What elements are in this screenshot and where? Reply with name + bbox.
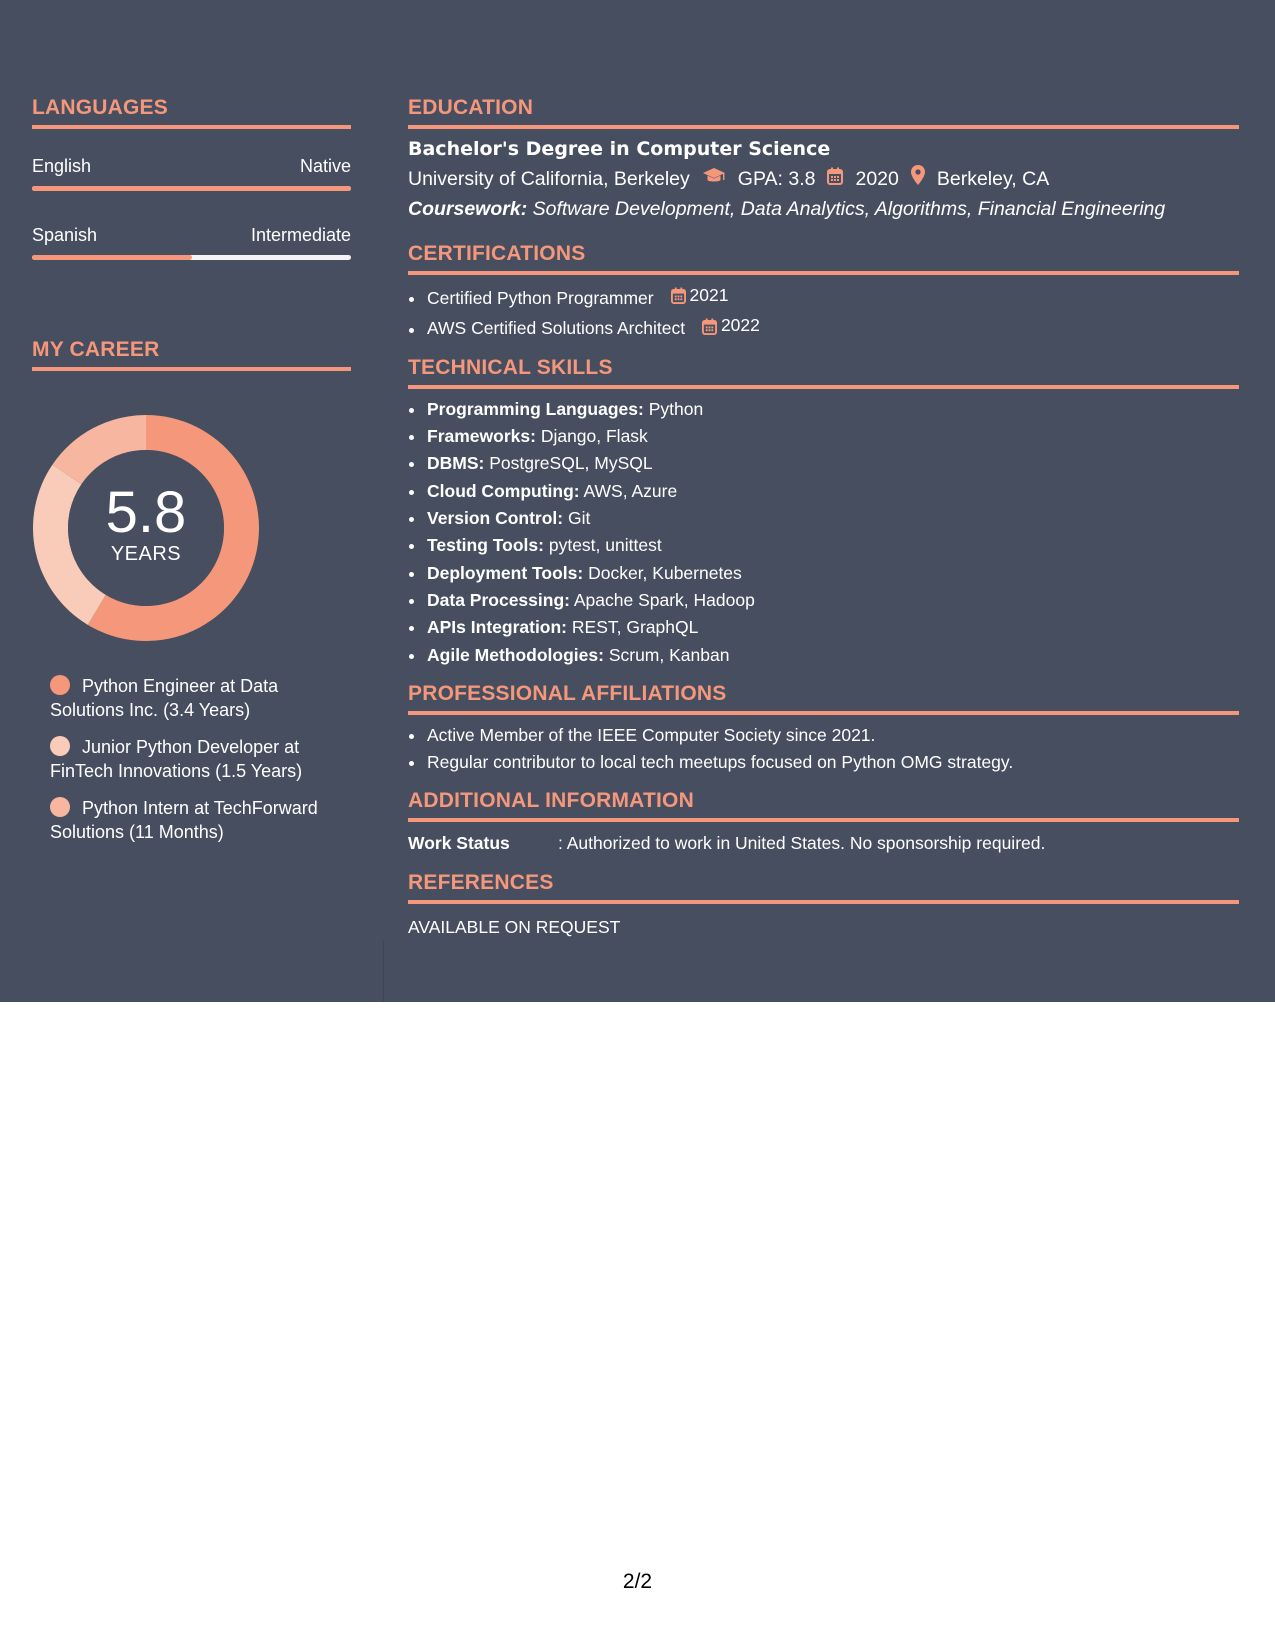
skill-item — [426, 560, 1239, 587]
career-donut-center — [32, 414, 260, 642]
skill-label: Version Control: — [427, 508, 564, 529]
skill-label: APIs Integration: — [427, 617, 568, 638]
legend-label: Python Engineer at Data Solutions Inc. (3.4 Years) — [50, 676, 279, 720]
skill-value: AWS, Azure — [583, 480, 678, 501]
certifications-title: CERTIFICATIONS — [408, 242, 1239, 275]
language-name: English — [32, 156, 92, 176]
skill-value: Python — [648, 398, 704, 419]
skill-label: Deployment Tools: — [427, 562, 584, 583]
coursework-label: Coursework: — [408, 198, 528, 220]
education-school: University of California, Berkeley — [408, 168, 690, 190]
skill-value: Apache Spark, Hadoop — [573, 589, 755, 610]
career-donut-chart — [32, 414, 260, 642]
page-number: 2/2 — [622, 1570, 653, 1593]
right-column — [408, 96, 1239, 939]
skill-item — [426, 478, 1239, 505]
graduation-cap-icon — [702, 165, 726, 193]
certification-name: Certified Python Programmer — [427, 288, 654, 309]
legend-label: Junior Python Developer at FinTech Innovations (1.5 Years) — [50, 737, 303, 781]
skill-item — [426, 505, 1239, 532]
certification-item — [426, 312, 1239, 342]
skill-value: PostgreSQL, MySQL — [489, 453, 653, 474]
language-level: Native — [299, 156, 351, 176]
certification-year: 2021 — [689, 285, 729, 305]
skill-item — [426, 450, 1239, 477]
affiliation-item: • Active Member of the IEEE Computer Society since 2021. — [426, 722, 1239, 749]
certifications-list — [408, 282, 1239, 343]
certification-name: AWS Certified Solutions Architect — [427, 318, 686, 339]
education-location: Berkeley, CA — [936, 168, 1050, 190]
language-item-spanish — [32, 224, 351, 260]
career-legend-item — [50, 796, 340, 844]
column-divider — [383, 940, 384, 1002]
skill-label: Agile Methodologies: — [427, 644, 604, 665]
education-title: EDUCATION — [408, 96, 1239, 129]
education-meta — [408, 165, 1239, 193]
affiliations-list — [408, 722, 1239, 777]
calendar-icon — [671, 287, 686, 304]
calendar-icon — [702, 318, 717, 335]
work-status-row — [408, 831, 1239, 855]
skill-item — [426, 423, 1239, 450]
legend-dot-icon — [50, 736, 70, 756]
technical-skills-title: TECHNICAL SKILLS — [408, 356, 1239, 389]
skill-item — [426, 587, 1239, 614]
references-text: AVAILABLE ON REQUEST — [408, 917, 621, 938]
calendar-icon — [827, 165, 843, 193]
skill-item — [426, 642, 1239, 669]
skill-value: Scrum, Kanban — [608, 644, 730, 665]
certification-item — [426, 282, 1239, 312]
language-proficiency-bar — [32, 186, 351, 191]
education-year: 2020 — [855, 168, 899, 190]
technical-skills-list — [408, 396, 1239, 669]
career-legend-item — [50, 735, 340, 783]
language-level: Intermediate — [250, 225, 351, 245]
skill-item — [426, 396, 1239, 423]
skill-value: Docker, Kubernetes — [588, 562, 742, 583]
skill-value: pytest, unittest — [548, 535, 662, 556]
skill-label: Data Processing: — [427, 589, 570, 610]
career-legend-item — [50, 674, 340, 722]
affiliations-title: PROFESSIONAL AFFILIATIONS — [408, 682, 1239, 715]
coursework-list: Software Development, Data Analytics, Algorithms, Financial Engineering — [532, 198, 1166, 220]
skill-item — [426, 614, 1239, 641]
skill-label: Testing Tools: — [427, 535, 544, 556]
skill-value: Django, Flask — [540, 426, 648, 447]
education-degree: Bachelor's Degree in Computer Science — [408, 138, 831, 160]
skill-value: Git — [568, 508, 591, 529]
additional-info-title: ADDITIONAL INFORMATION — [408, 789, 1239, 822]
work-status-value: : Authorized to work in United States. No sponsorship required. — [558, 833, 1046, 854]
work-status-label: Work Status — [408, 833, 510, 854]
language-proficiency-fill — [32, 186, 351, 191]
legend-label: Python Intern at TechForward Solutions (11 Months) — [50, 798, 318, 842]
legend-dot-icon — [50, 797, 70, 817]
references-title: REFERENCES — [408, 871, 1239, 904]
skill-value: REST, GraphQL — [571, 617, 699, 638]
location-pin-icon — [911, 165, 925, 193]
skill-label: DBMS: — [427, 453, 485, 474]
legend-dot-icon — [50, 675, 70, 695]
career-title: MY CAREER — [32, 338, 351, 371]
skill-label: Programming Languages: — [427, 398, 644, 419]
languages-title: LANGUAGES — [32, 96, 351, 129]
language-item-english — [32, 155, 351, 191]
language-proficiency-fill — [32, 255, 192, 260]
language-name: Spanish — [32, 225, 98, 245]
career-total-unit: YEARS — [110, 543, 182, 565]
career-legend — [50, 674, 340, 857]
certification-year: 2022 — [720, 315, 760, 336]
language-proficiency-bar — [32, 255, 351, 260]
left-column — [32, 96, 351, 371]
skill-item — [426, 532, 1239, 559]
education-gpa: GPA: 3.8 — [737, 168, 816, 190]
affiliation-item: • Regular contributor to local tech meetups focused on Python OMG strategy. — [426, 749, 1239, 776]
skill-label: Frameworks: — [427, 426, 536, 447]
skill-label: Cloud Computing: — [427, 480, 580, 501]
career-total-value: 5.8 — [105, 480, 187, 545]
education-coursework — [408, 195, 1239, 223]
